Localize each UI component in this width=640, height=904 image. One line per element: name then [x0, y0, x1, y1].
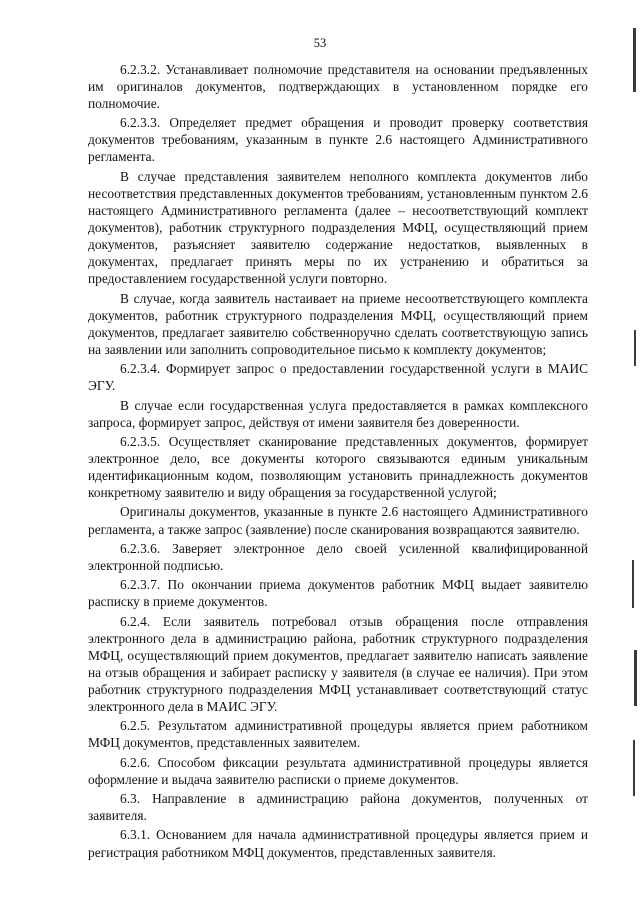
- paragraph-6-2-6: 6.2.6. Способом фиксации результата административной процедуры является оформление и выдача заявителю расписки о приеме документов.: [88, 754, 588, 787]
- scan-edge-mark: [633, 740, 635, 796]
- paragraph-incomplete-set: В случае представления заявителем неполного комплекта документов либо несоответствия представленных документов требованиям, установленным пунктом 2.6 настоящего Административного регламента (далее – несоответствующий комплект документов), работник структурного подразделения МФЦ, осуществляющий прием документов, разъясняет заявителю содержание недостатков, выявленных в документах, предлагает принять меры по их устранению и обратиться за предоставлением государственной услуги повторно.: [88, 168, 588, 287]
- paragraph-complex-request: В случае если государственная услуга предоставляется в рамках комплексного запроса, формирует запрос, действуя от имени заявителя без доверенности.: [88, 397, 588, 430]
- paragraph-6-3-1: 6.3.1. Основанием для начала административной процедуры является прием и регистрация работником МФЦ документов, представленных заявителя.: [88, 827, 588, 860]
- paragraph-applicant-insists: В случае, когда заявитель настаивает на приеме несоответствующего комплекта документов, работник структурного подразделения МФЦ, осуществляющий прием документов, предлагает заявителю собственноручно сделать соответствующую запись на заявлении или заполнить сопроводительное письмо к комплекту документов;: [88, 290, 588, 357]
- paragraph-6-3: 6.3. Направление в администрацию района документов, полученных от заявителя.: [88, 791, 588, 824]
- paragraph-6-2-3-7: 6.2.3.7. По окончании приема документов работник МФЦ выдает заявителю расписку в приеме документов.: [88, 577, 588, 610]
- scan-edge-mark: [634, 650, 637, 706]
- paragraph-6-2-3-5: 6.2.3.5. Осуществляет сканирование представленных документов, формирует электронное дело, все документы которого связываются единым уникальным идентификационным кодом, позволяющим установить принадлежность документов конкретному заявителю и виду обращения за государственной услугой;: [88, 433, 588, 501]
- scan-edge-mark: [633, 28, 636, 92]
- paragraph-originals-returned: Оригиналы документов, указанные в пункте 2.6 настоящего Административного регламента, а также запрос (заявление) после сканирования возвращаются заявителю.: [88, 504, 588, 537]
- paragraph-6-2-3-3: 6.2.3.3. Определяет предмет обращения и проводит проверку соответствия документов требованиям, указанным в пункте 2.6 настоящего Административного регламента.: [88, 115, 588, 165]
- paragraph-6-2-4: 6.2.4. Если заявитель потребовал отзыв обращения после отправления электронного дела в администрацию района, работник структурного подразделения МФЦ, осуществляющий прием документов, предлагает заявителю написать заявление на отзыв обращения и забирает расписку у заявителя (в случае ее наличия). При этом работник структурного подразделения МФЦ устанавливает соответствующий статус электронного дела в МАИС ЭГУ.: [88, 613, 588, 715]
- paragraph-6-2-3-6: 6.2.3.6. Заверяет электронное дело своей усиленной квалифицированной электронной подписью.: [88, 540, 588, 573]
- scan-edge-mark: [632, 560, 634, 608]
- page-number: 53: [313, 36, 327, 50]
- scan-edge-mark: [634, 330, 636, 366]
- paragraph-6-2-5: 6.2.5. Результатом административной процедуры является прием работником МФЦ документов, представленных заявителем.: [88, 718, 588, 751]
- paragraph-6-2-3-4: 6.2.3.4. Формирует запрос о предоставлении государственной услуги в МАИС ЭГУ.: [88, 361, 588, 394]
- paragraph-6-2-3-2: 6.2.3.2. Устанавливает полномочие представителя на основании предъявленных им оригиналов документов, подтверждающих в установленном порядке его полномочие.: [88, 61, 588, 111]
- document-body: [88, 61, 588, 863]
